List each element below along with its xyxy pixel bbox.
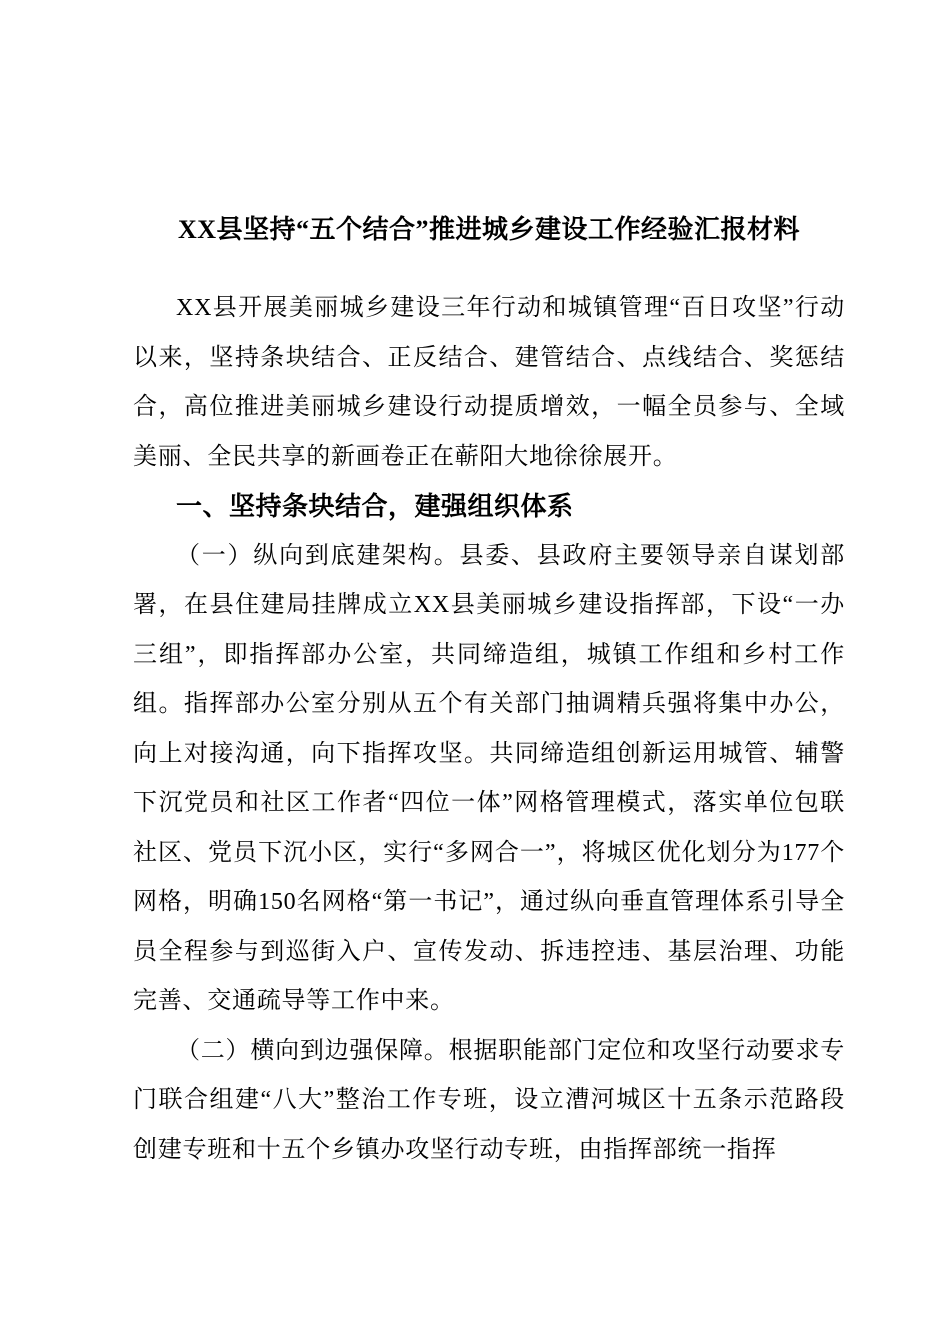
section-1-paragraph-2: （二）横向到边强保障。根据职能部门定位和攻坚行动要求专门联合组建“八大”整治工作专班，设立漕河城区十五条示范路段创建专班和十五个乡镇办攻坚行动专班，由指挥部统一指挥 [133,1037,845,1163]
intro-paragraph: XX县开展美丽城乡建设三年行动和城镇管理“百日攻坚”行动以来，坚持条块结合、正反结合、建管结合、点线结合、奖惩结合，高位推进美丽城乡建设行动提质增效，一幅全员参与、全域美丽、全民共享的新画卷正在蕲阳大地徐徐展开。 [133,295,845,470]
document-content [133,0,845,1175]
section-1-paragraph-1: （一）纵向到底建架构。县委、县政府主要领导亲自谋划部署，在县住建局挂牌成立XX县美丽城乡建设指挥部，下设“一办三组”，即指挥部办公室，共同缔造组，城镇工作组和乡村工作组。指挥部办公室分别从五个有关部门抽调精兵强将集中办公，向上对接沟通，向下指挥攻坚。共同缔造组创新运用城管、辅警下沉党员和社区工作者“四位一体”网格管理模式，落实单位包联社区、党员下沉小区，实行“多网合一”，将城区优化划分为177个网格，明确150名网格“第一书记”，通过纵向垂直管理体系引导全员全程参与到巡街入户、宣传发动、拆违控违、基层治理、功能完善、交通疏导等工作中来。 [133,542,845,1014]
document-title: XX县坚持“五个结合”推进城乡建设工作经验汇报材料 [177,215,801,244]
section-1-heading: 一、坚持条块结合，建强组织体系 [176,492,574,521]
